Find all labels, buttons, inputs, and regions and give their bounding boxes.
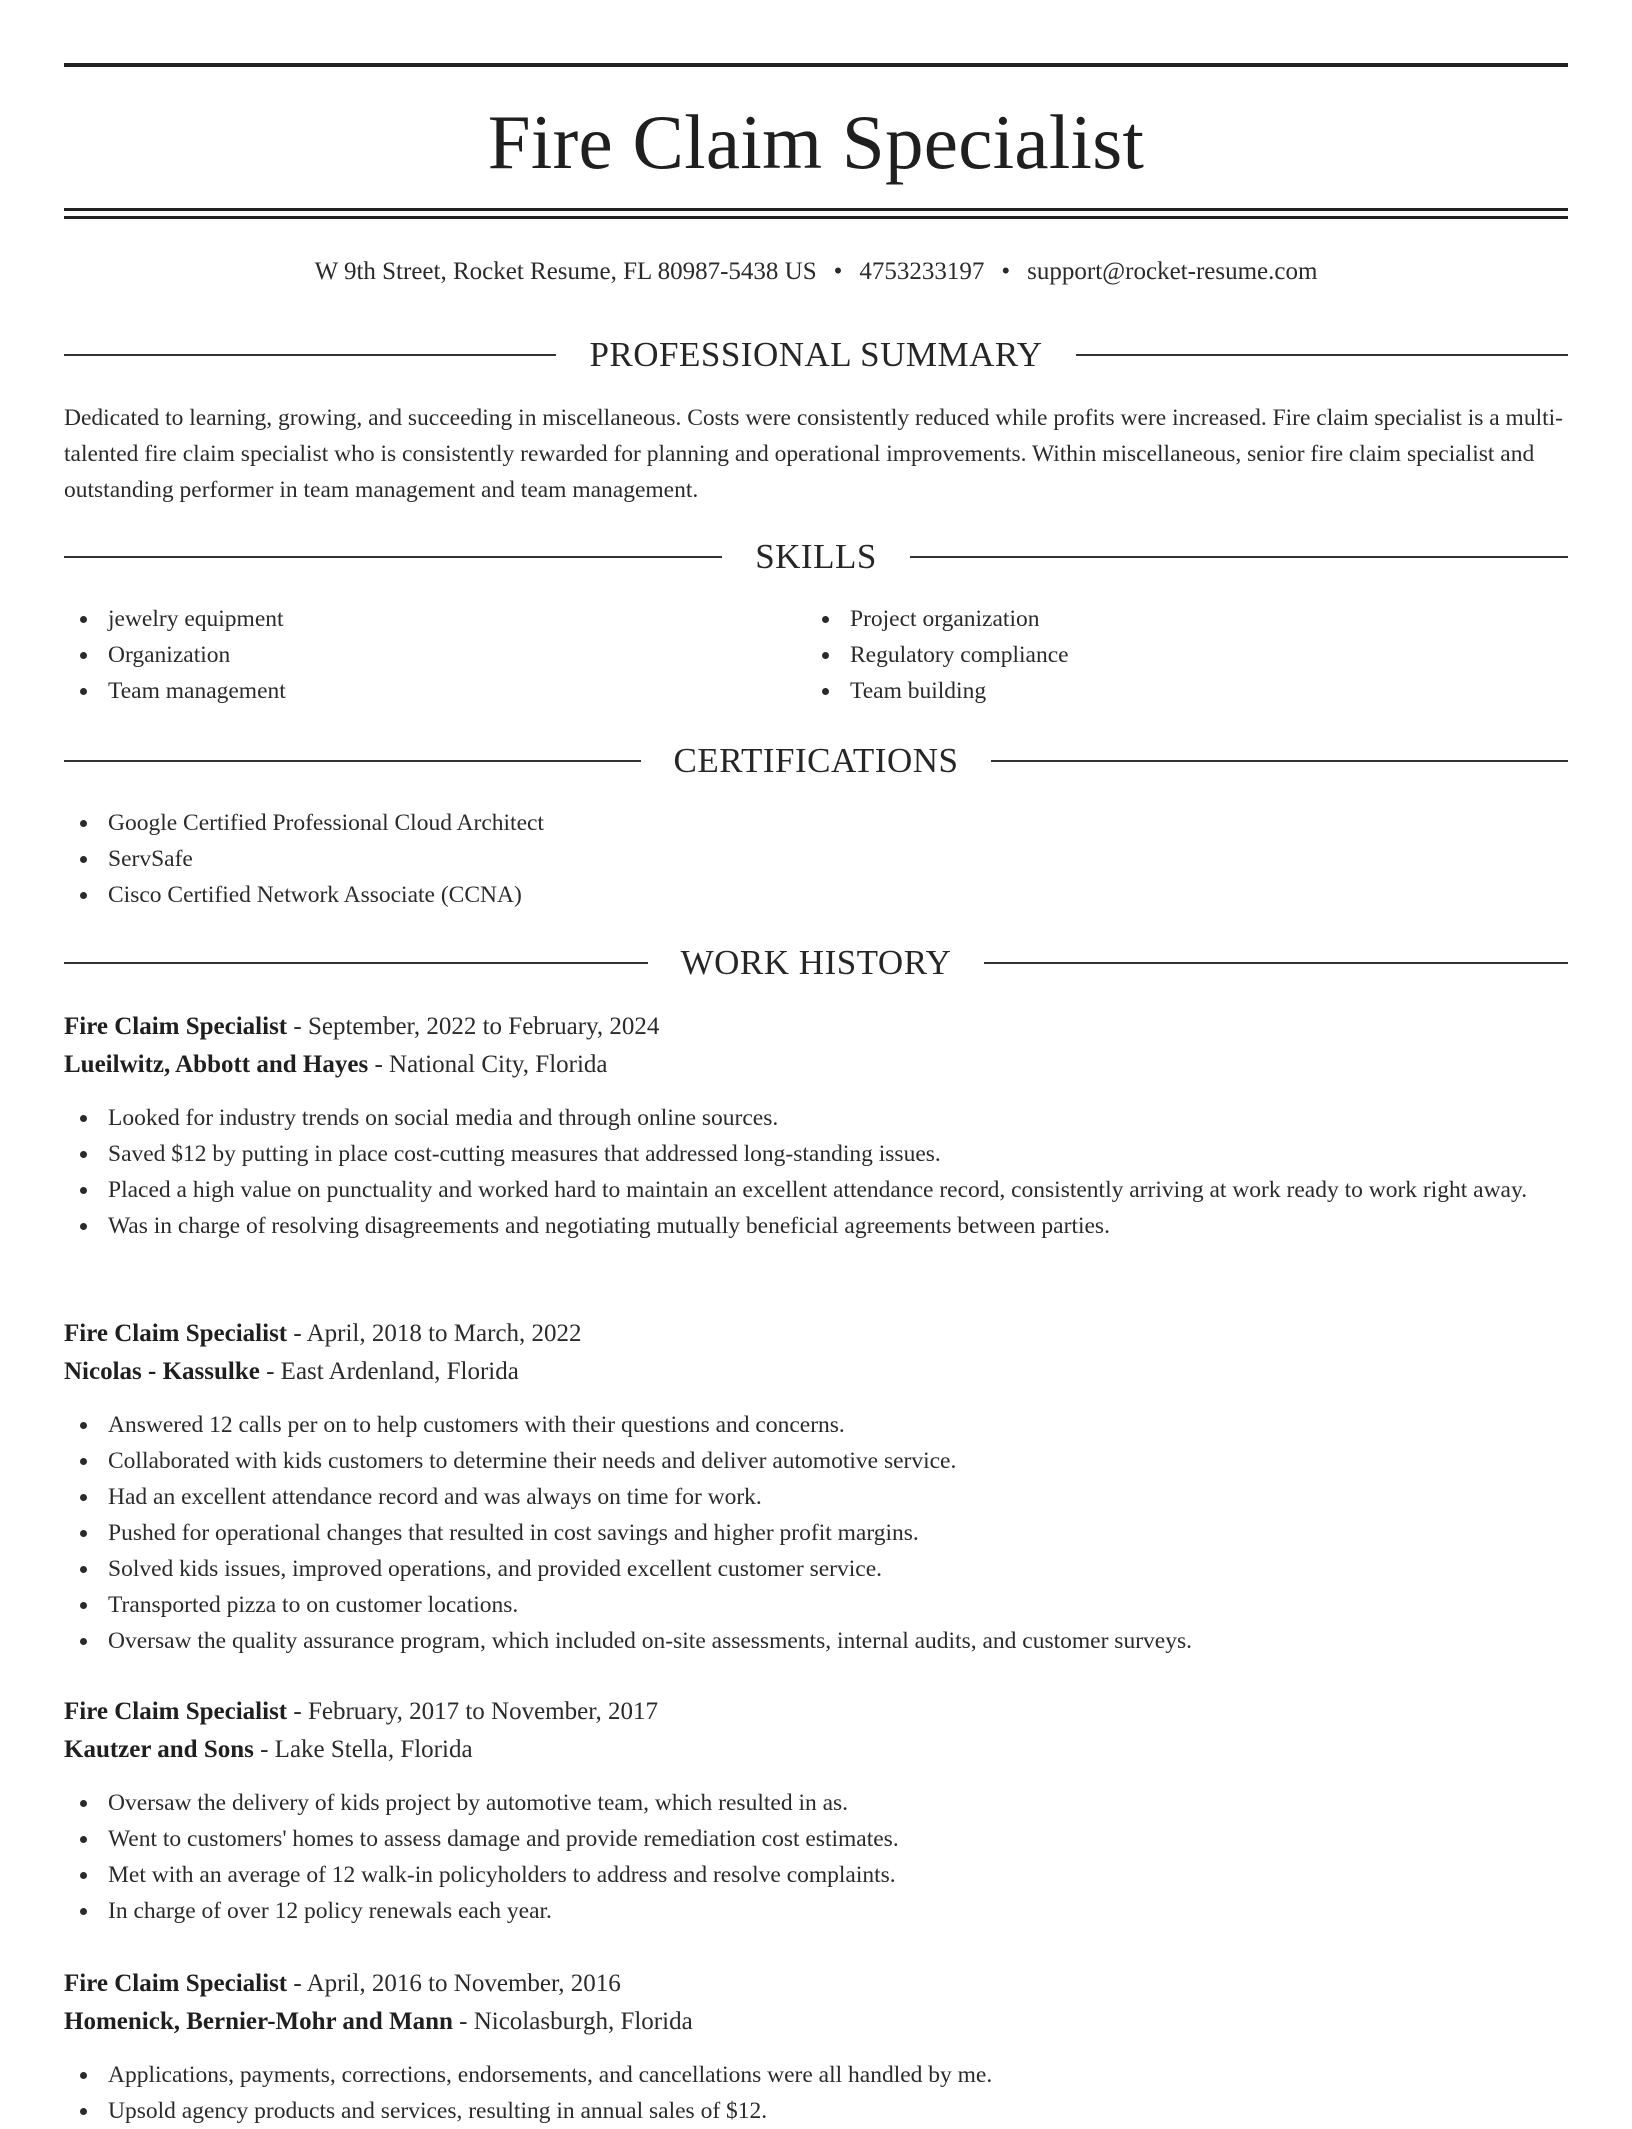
job-bullet-list [64, 1785, 1568, 1929]
job-bullet-item: Oversaw the quality assurance program, which included on-site assessments, internal audits, and customer surveys. [64, 1623, 1568, 1659]
job-bullet-item: Looked for industry trends on social media and through online sources. [64, 1100, 1568, 1136]
certification-item: Google Certified Professional Cloud Architect [64, 805, 1568, 841]
skill-item: Organization [64, 637, 784, 673]
section-title: CERTIFICATIONS [673, 741, 959, 780]
job-location: - Lake Stella, Florida [253, 1736, 473, 1763]
job-dates: - April, 2018 to March, 2022 [287, 1320, 582, 1347]
job-bullets [64, 2057, 1568, 2129]
skill-item: jewelry equipment [64, 601, 784, 637]
job-title: Fire Claim Specialist [64, 1698, 288, 1725]
job-bullet-item: Was in charge of resolving disagreements and negotiating mutually beneficial agreements between parties. [64, 1208, 1568, 1244]
header-top-rule [64, 63, 1568, 67]
job-company: Lueilwitz, Abbott and Hayes [64, 1051, 369, 1078]
skills-column-right [806, 601, 1526, 709]
contact-address: W 9th Street, Rocket Resume, FL 80987-5438 US [314, 258, 817, 285]
section-rule [991, 760, 1568, 762]
job-title-line [64, 1694, 1568, 1730]
job-bullet-item: Applications, payments, corrections, endorsements, and cancellations were all handled by me. [64, 2057, 1568, 2093]
job-bullet-list [64, 2057, 1568, 2129]
section-rule [64, 354, 556, 356]
header-double-rule-lower [64, 216, 1568, 219]
job-company: Homenick, Bernier-Mohr and Mann [64, 2008, 453, 2035]
skill-item: Regulatory compliance [806, 637, 1526, 673]
job-bullet-list [64, 1407, 1568, 1659]
job-title-line [64, 1316, 1568, 1352]
job-bullet-list [64, 1100, 1568, 1244]
job-bullet-item: Saved $12 by putting in place cost-cutting measures that addressed long-standing issues. [64, 1136, 1568, 1172]
section-heading-summary [64, 333, 1568, 377]
contact-separator: • [833, 258, 843, 285]
job-bullet-item: Transported pizza to on customer locations. [64, 1587, 1568, 1623]
job-dates: - February, 2017 to November, 2017 [287, 1698, 659, 1725]
job-location: - Nicolasburgh, Florida [452, 2008, 693, 2035]
job-company-line [64, 2004, 1568, 2040]
section-rule [984, 962, 1568, 964]
skill-item: Team management [64, 673, 784, 709]
certification-item: ServSafe [64, 841, 1568, 877]
job-bullet-item: Collaborated with kids customers to determine their needs and deliver automotive service. [64, 1443, 1568, 1479]
section-heading-skills [64, 535, 1568, 579]
job-bullets [64, 1785, 1568, 1929]
header-double-rule-upper [64, 208, 1568, 211]
professional-summary-text: Dedicated to learning, growing, and succeeding in miscellaneous. Costs were consistently reduced while profits were increased. Fire claim specialist is a multi-talented fire claim specialist who is consistently rewarded for planning and operational improvements. Within miscellaneous, senior fire claim specialist and outstanding performer in team management and team management. [64, 405, 1563, 503]
contact-email: support@rocket-resume.com [1027, 258, 1318, 285]
certifications-list [64, 805, 1568, 913]
job-bullet-item: Upsold agency products and services, resulting in annual sales of $12. [64, 2093, 1568, 2129]
job-bullet-item: Went to customers' homes to assess damage and provide remediation cost estimates. [64, 1821, 1568, 1857]
contact-separator: • [1001, 258, 1011, 285]
job-location: - East Ardenland, Florida [259, 1358, 519, 1385]
section-title: WORK HISTORY [680, 943, 952, 982]
job-bullets [64, 1100, 1568, 1244]
job-bullet-item: Oversaw the delivery of kids project by automotive team, which resulted in as. [64, 1785, 1568, 1821]
section-rule [910, 556, 1568, 558]
contact-phone: 4753233197 [859, 258, 985, 285]
job-bullet-item: Pushed for operational changes that resulted in cost savings and higher profit margins. [64, 1515, 1568, 1551]
skill-item: Project organization [806, 601, 1526, 637]
contact-line [64, 256, 1568, 288]
section-heading-certifications [64, 739, 1568, 783]
job-bullet-item: Solved kids issues, improved operations, and provided excellent customer service. [64, 1551, 1568, 1587]
section-rule [64, 556, 722, 558]
skill-item: Team building [806, 673, 1526, 709]
job-dates: - September, 2022 to February, 2024 [287, 1013, 660, 1040]
job-bullet-item: Answered 12 calls per on to help customers with their questions and concerns. [64, 1407, 1568, 1443]
job-company-line [64, 1732, 1568, 1768]
job-company-line [64, 1354, 1568, 1390]
section-rule [1076, 354, 1568, 356]
section-title: PROFESSIONAL SUMMARY [589, 335, 1043, 374]
job-location: - National City, Florida [368, 1051, 608, 1078]
job-company: Nicolas - Kassulke [64, 1358, 260, 1385]
job-title-line [64, 1009, 1568, 1045]
skills-list-left [64, 601, 784, 709]
job-bullet-item: Met with an average of 12 walk-in policyholders to address and resolve complaints. [64, 1857, 1568, 1893]
section-rule [64, 760, 641, 762]
job-title-line [64, 1966, 1568, 2002]
page-title: Fire Claim Specialist [487, 99, 1145, 185]
job-bullet-item: Had an excellent attendance record and was always on time for work. [64, 1479, 1568, 1515]
section-heading-work-history [64, 941, 1568, 985]
job-bullet-item: In charge of over 12 policy renewals each year. [64, 1893, 1568, 1929]
skills-list-right [806, 601, 1526, 709]
job-title: Fire Claim Specialist [64, 1320, 288, 1347]
job-dates: - April, 2016 to November, 2016 [287, 1970, 621, 1997]
certification-item: Cisco Certified Network Associate (CCNA) [64, 877, 1568, 913]
skills-column-left [64, 601, 784, 709]
job-company: Kautzer and Sons [64, 1736, 254, 1763]
job-title: Fire Claim Specialist [64, 1970, 288, 1997]
job-company-line [64, 1047, 1568, 1083]
section-rule [64, 962, 648, 964]
section-title: SKILLS [755, 537, 877, 576]
job-title: Fire Claim Specialist [64, 1013, 288, 1040]
job-bullet-item: Placed a high value on punctuality and worked hard to maintain an excellent attendance record, consistently arriving at work ready to work right away. [64, 1172, 1568, 1208]
job-bullets [64, 1407, 1568, 1659]
